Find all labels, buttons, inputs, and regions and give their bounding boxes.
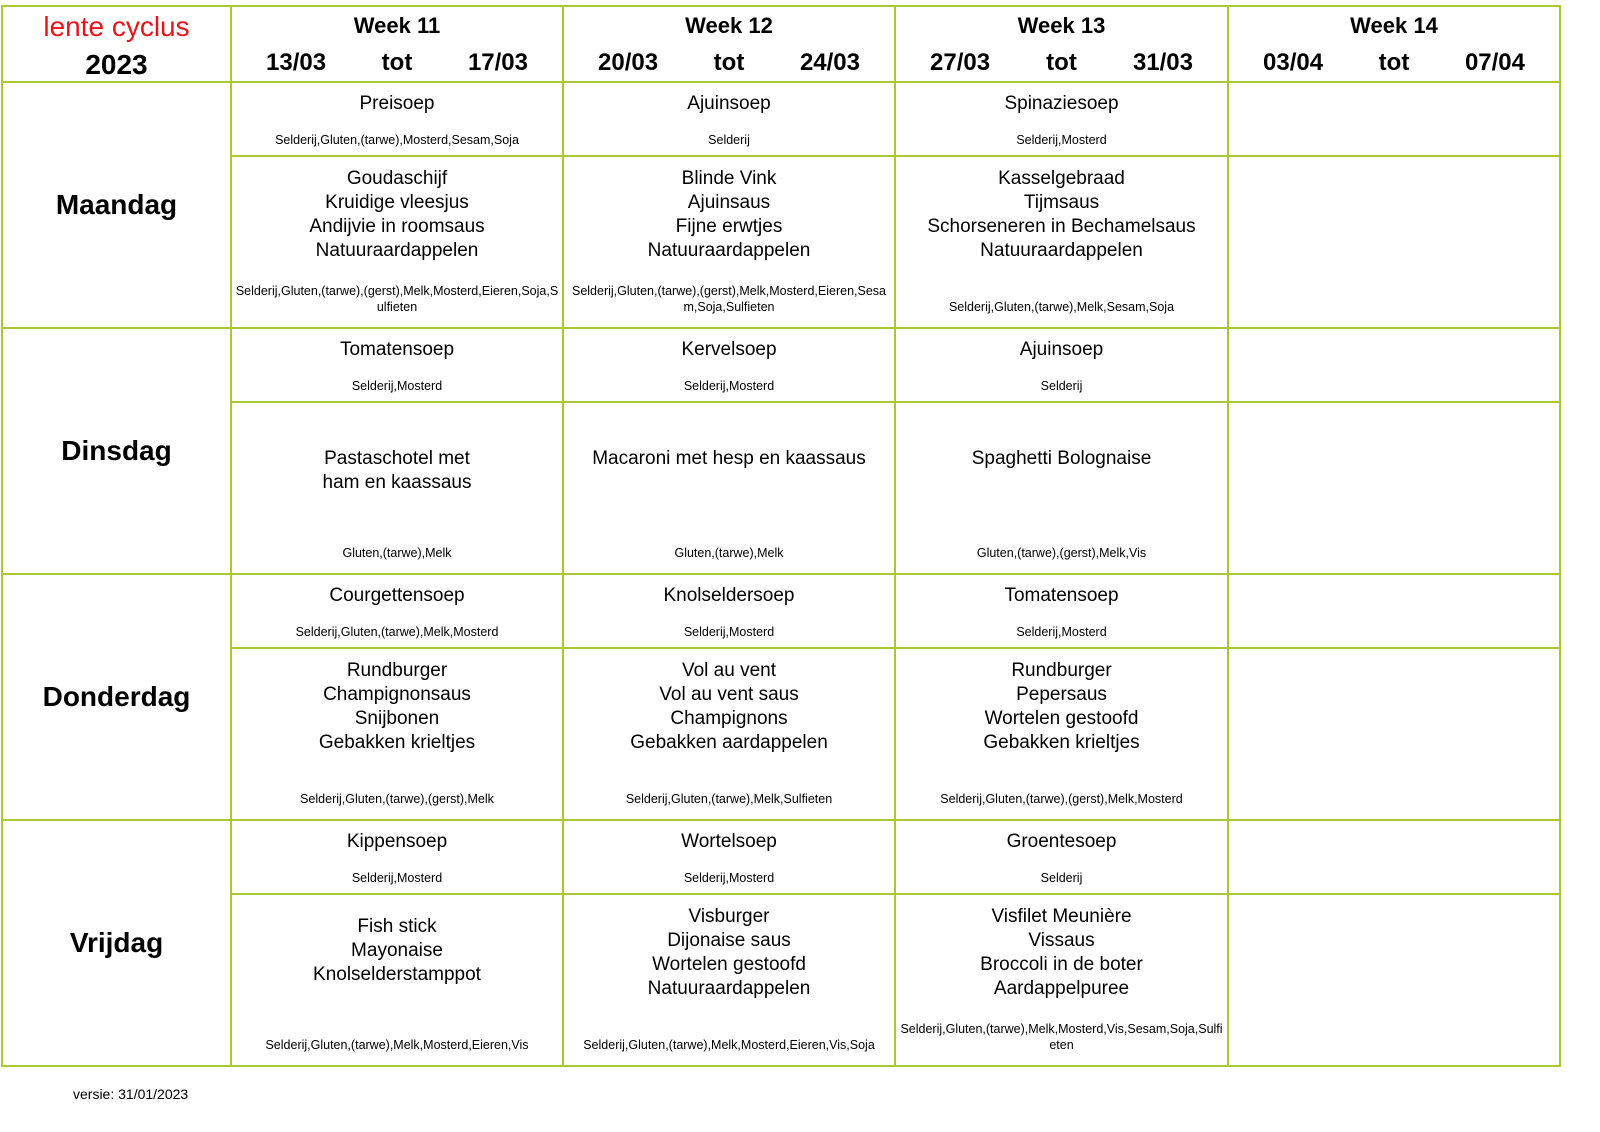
week-start-date: 20/03 [598,49,659,76]
week-date-range [564,49,894,77]
main-dish-lines [564,905,894,1001]
soup-cell [563,328,895,402]
main-dish-line: ham en kaassaus [322,472,472,493]
soup-name: Knolseldersoep [663,585,795,606]
main-dish-line: Mayonaise [351,940,443,961]
main-dish-line: Dijonaise saus [667,930,791,951]
main-dish-cell [563,402,895,574]
main-dish-line: Rundburger [346,660,448,681]
week-range-word: tot [1378,49,1410,76]
main-dish-line: Natuuraardappelen [647,240,811,261]
main-dish-line: Kasselgebraad [998,168,1125,189]
version-note: versie: 31/01/2023 [73,1086,189,1102]
main-dish-allergens: Selderij,Gluten,(tarwe),(gerst),Melk,Mosterd,Eieren,Sesam,Soja,Sulfieten [571,284,886,314]
soup-name: Tomatensoep [1004,585,1119,606]
main-dish-cell [563,648,895,820]
main-dish-line: Ajuinsaus [687,192,771,213]
main-dish-allergens: Gluten,(tarwe),(gerst),Melk,Vis [976,546,1147,560]
main-dish-line: Tijmsaus [1023,192,1100,213]
main-dish-allergens: Selderij,Gluten,(tarwe),Melk,Mosterd,Vis,Sesam,Soja,Sulfieten [900,1022,1223,1052]
main-dish-cell [895,156,1228,328]
main-dish-line: Natuuraardappelen [647,978,811,999]
week-start-date: 13/03 [266,49,327,76]
main-dish-line: Gebakken krieltjes [983,732,1140,753]
day-main-row [2,894,1560,1066]
main-dish-line: Champignons [670,708,788,729]
soup-allergens: Selderij,Mosterd [683,871,775,885]
main-dish-line: Gebakken krieltjes [318,732,476,753]
main-dish-lines [232,167,562,263]
day-soup-row [2,574,1560,648]
soup-name: Kippensoep [346,831,448,852]
week-date-range [1229,49,1559,77]
day-main-row [2,402,1560,574]
main-dish-lines [896,167,1227,263]
main-dish-line: Natuuraardappelen [980,240,1143,261]
main-dish-lines [232,915,562,987]
main-dish-line: Wortelen gestoofd [984,708,1139,729]
week-header-12 [563,6,895,82]
day-soup-row [2,328,1560,402]
soup-allergens: Selderij [708,133,750,147]
soup-allergens: Selderij [1040,871,1083,885]
week-label: Week 12 [685,13,773,38]
week-range-word: tot [1046,49,1077,76]
soup-cell [563,574,895,648]
main-dish-cell [231,894,563,1066]
day-label: Maandag [2,82,231,328]
main-dish-allergens: Selderij,Gluten,(tarwe),(gerst),Melk [300,792,494,806]
main-dish-line: Knolselderstamppot [313,964,481,985]
week-range-word: tot [713,49,745,76]
main-dish-line: Fijne erwtjes [675,216,783,237]
main-dish-line: Andijvie in roomsaus [309,216,485,237]
main-dish-cell [895,402,1228,574]
cycle-year: 2023 [85,49,148,80]
soup-cell [895,820,1228,894]
soup-cell [563,82,895,156]
soup-name: Groentesoep [1006,831,1117,852]
day-label: Dinsdag [2,328,231,574]
soup-cell [895,328,1228,402]
main-dish-line: Vol au vent [681,660,777,681]
soup-cell [1228,82,1560,156]
soup-cell [231,820,563,894]
main-dish-cell [1228,648,1560,820]
main-dish-lines [232,659,562,755]
week-end-date: 31/03 [1132,49,1193,76]
main-dish-line: Vissaus [1028,930,1095,951]
main-dish-line: Broccoli in de boter [980,954,1143,975]
soup-allergens: Selderij,Gluten,(tarwe),Mosterd,Sesam,Soja [275,133,519,147]
week-end-date: 07/04 [1464,49,1525,76]
main-dish-cell [231,156,563,328]
week-label: Week 14 [1350,13,1438,38]
day-label: Donderdag [2,574,231,820]
main-dish-line: Visfilet Meunière [991,906,1132,927]
soup-cell [231,82,563,156]
main-dish-allergens: Selderij,Gluten,(tarwe),Melk,Sesam,Soja [948,300,1175,314]
soup-name: Spinaziesoep [1004,93,1119,114]
week-range-word: tot [381,49,413,76]
main-dish-lines [896,905,1227,1001]
main-dish-cell [563,156,895,328]
main-dish-cell [1228,894,1560,1066]
day-main-row [2,648,1560,820]
main-dish-line: Blinde Vink [681,168,777,189]
week-end-date: 24/03 [799,49,860,76]
soup-name: Kervelsoep [681,339,777,360]
soup-name: Courgettensoep [329,585,465,606]
soup-name: Tomatensoep [339,339,455,360]
main-dish-line: Macaroni met hesp en kaassaus [592,448,866,469]
soup-name: Ajuinsoep [1019,339,1104,360]
week-label: Week 13 [1017,13,1106,38]
main-dish-line: Snijbonen [354,708,440,729]
main-dish-line: Fish stick [357,916,437,937]
main-dish-cell [1228,156,1560,328]
main-dish-allergens: Selderij,Gluten,(tarwe),(gerst),Melk,Mosterd,Eieren,Soja,Sulfieten [235,284,559,314]
week-end-date: 17/03 [467,49,528,76]
soup-cell [563,820,895,894]
main-dish-line: Rundburger [1011,660,1112,681]
day-label: Vrijdag [2,820,231,1066]
main-dish-allergens: Gluten,(tarwe),Melk [342,546,452,560]
main-dish-cell [1228,402,1560,574]
main-dish-allergens: Selderij,Gluten,(tarwe),Melk,Mosterd,Eieren,Vis,Soja [583,1038,875,1052]
main-dish-line: Schorseneren in Bechamelsaus [927,216,1196,237]
day-soup-row [2,82,1560,156]
cycle-title: lente cyclus [43,11,190,42]
soup-cell [1228,820,1560,894]
soup-cell [895,82,1228,156]
main-dish-line: Vol au vent saus [659,684,799,705]
week-date-range [232,49,562,77]
main-dish-line: Visburger [688,906,770,927]
week-start-date: 03/04 [1263,49,1324,76]
soup-name: Preisoep [359,93,435,114]
header-row [2,6,1560,82]
main-dish-line: Wortelen gestoofd [652,954,806,975]
week-date-range [896,49,1227,77]
soup-allergens: Selderij,Mosterd [683,625,775,639]
soup-allergens: Selderij,Gluten,(tarwe),Melk,Mosterd [295,625,499,639]
main-dish-line: Pastaschotel met [324,448,470,469]
main-dish-lines [564,659,894,755]
soup-allergens: Selderij,Mosterd [1016,625,1107,639]
main-dish-lines [564,167,894,263]
menu-table [1,5,1561,1067]
main-dish-cell [231,648,563,820]
main-dish-line: Goudaschijf [346,168,448,189]
cycle-header-cell [2,6,231,82]
soup-allergens: Selderij,Mosterd [351,871,443,885]
soup-cell [231,574,563,648]
soup-cell [1228,328,1560,402]
main-dish-line: Kruidige vleesjus [325,192,469,213]
main-dish-allergens: Gluten,(tarwe),Melk [674,546,784,560]
main-dish-lines [896,447,1227,471]
soup-cell [895,574,1228,648]
main-dish-cell [895,894,1228,1066]
main-dish-line: Gebakken aardappelen [630,732,828,753]
main-dish-line: Champignonsaus [323,684,471,705]
main-dish-cell [895,648,1228,820]
main-dish-allergens: Selderij,Gluten,(tarwe),Melk,Sulfieten [625,792,833,806]
main-dish-lines [564,447,894,471]
soup-allergens: Selderij,Mosterd [351,379,443,393]
soup-name: Wortelsoep [681,831,777,852]
soup-allergens: Selderij,Mosterd [683,379,775,393]
main-dish-allergens: Selderij,Gluten,(tarwe),(gerst),Melk,Mosterd [940,792,1183,806]
week-header-11 [231,6,563,82]
main-dish-lines [232,447,562,495]
main-dish-line: Pepersaus [1016,684,1107,705]
main-dish-lines [896,659,1227,755]
day-main-row [2,156,1560,328]
main-dish-line: Spaghetti Bolognaise [971,448,1152,469]
main-dish-allergens: Selderij,Gluten,(tarwe),Melk,Mosterd,Eieren,Vis [265,1038,529,1052]
soup-allergens: Selderij,Mosterd [1016,133,1107,147]
week-start-date: 27/03 [930,49,991,76]
week-label: Week 11 [353,13,441,38]
week-header-13 [895,6,1228,82]
day-soup-row [2,820,1560,894]
main-dish-cell [563,894,895,1066]
main-dish-line: Aardappelpuree [993,978,1130,999]
soup-cell [231,328,563,402]
week-header-14 [1228,6,1560,82]
soup-allergens: Selderij [1040,379,1083,393]
soup-name: Ajuinsoep [687,93,771,114]
main-dish-cell [231,402,563,574]
main-dish-line: Natuuraardappelen [315,240,479,261]
soup-cell [1228,574,1560,648]
